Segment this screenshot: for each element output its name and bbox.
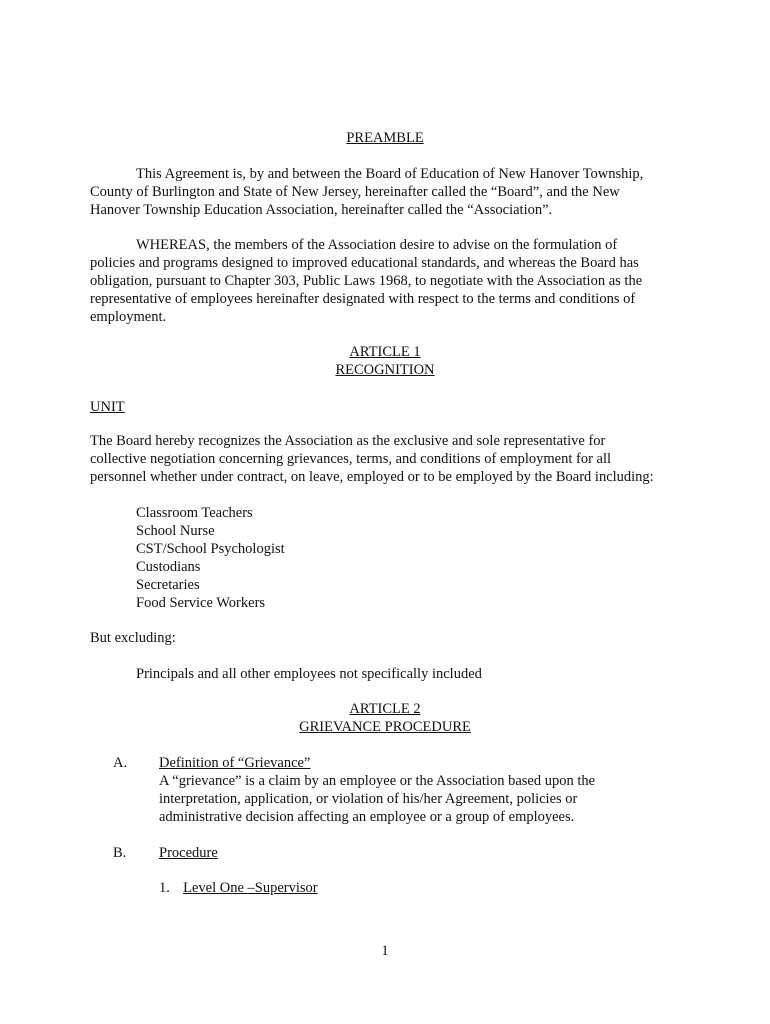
excluding-label: But excluding: (90, 630, 176, 646)
section-a-block (159, 754, 679, 826)
recognition-line: The Board hereby recognizes the Association as the exclusive and sole representative for (90, 433, 606, 449)
list-item: Food Service Workers (136, 595, 266, 611)
preamble-p1-line: Hanover Township Education Association, hereinafter called the “Association”. (90, 202, 553, 218)
section-a-title: Definition of “Grievance” (159, 755, 311, 771)
article1-number: ARTICLE 1 (349, 344, 421, 360)
list-item: School Nurse (136, 523, 215, 539)
section-a-marker: A. (113, 755, 128, 771)
preamble-paragraph-1 (90, 165, 680, 219)
included-personnel-list (136, 504, 285, 612)
preamble-paragraph-2 (90, 236, 680, 326)
recognition-line: collective negotiation concerning grievances, terms, and conditions of employment for all (90, 451, 612, 467)
section-a-line: interpretation, application, or violation of his/her Agreement, policies or (159, 791, 578, 807)
preamble-p2-line: WHEREAS, the members of the Association desire to advise on the formulation of (136, 237, 618, 253)
section-b-marker: B. (113, 845, 127, 861)
level-one-item (159, 879, 318, 897)
level-one-number: 1. (159, 880, 170, 896)
article2-number: ARTICLE 2 (349, 701, 421, 717)
preamble-p2-line: employment. (90, 309, 167, 325)
list-item: Secretaries (136, 577, 200, 593)
list-item: Classroom Teachers (136, 505, 253, 521)
section-b-title: Procedure (159, 845, 218, 861)
section-a-line: administrative decision affecting an employee or a group of employees. (159, 809, 575, 825)
preamble-heading: PREAMBLE (346, 130, 424, 146)
preamble-p2-line: representative of employees hereinafter designated with respect to the terms and conditions of (90, 291, 636, 307)
preamble-p1-line: County of Burlington and State of New Jersey, hereinafter called the “Board”, and the New (90, 184, 620, 200)
list-item: Custodians (136, 559, 201, 575)
section-a-line: A “grievance” is a claim by an employee or the Association based upon the (159, 773, 596, 789)
recognition-line: personnel whether under contract, on leave, employed or to be employed by the Board including: (90, 469, 654, 485)
article1-title: RECOGNITION (335, 362, 435, 378)
page-number: 1 (381, 943, 389, 959)
preamble-p2-line: policies and programs designed to improved educational standards, and whereas the Board has (90, 255, 639, 271)
list-item: CST/School Psychologist (136, 541, 285, 557)
unit-heading: UNIT (90, 399, 125, 415)
preamble-p2-line: obligation, pursuant to Chapter 303, Public Laws 1968, to negotiate with the Association as the (90, 273, 643, 289)
excluded-personnel: Principals and all other employees not specifically included (136, 666, 482, 682)
recognition-paragraph (90, 432, 680, 486)
article2-title: GRIEVANCE PROCEDURE (299, 719, 471, 735)
preamble-p1-line: This Agreement is, by and between the Board of Education of New Hanover Township, (136, 166, 644, 182)
level-one-title: Level One –Supervisor (183, 880, 318, 896)
